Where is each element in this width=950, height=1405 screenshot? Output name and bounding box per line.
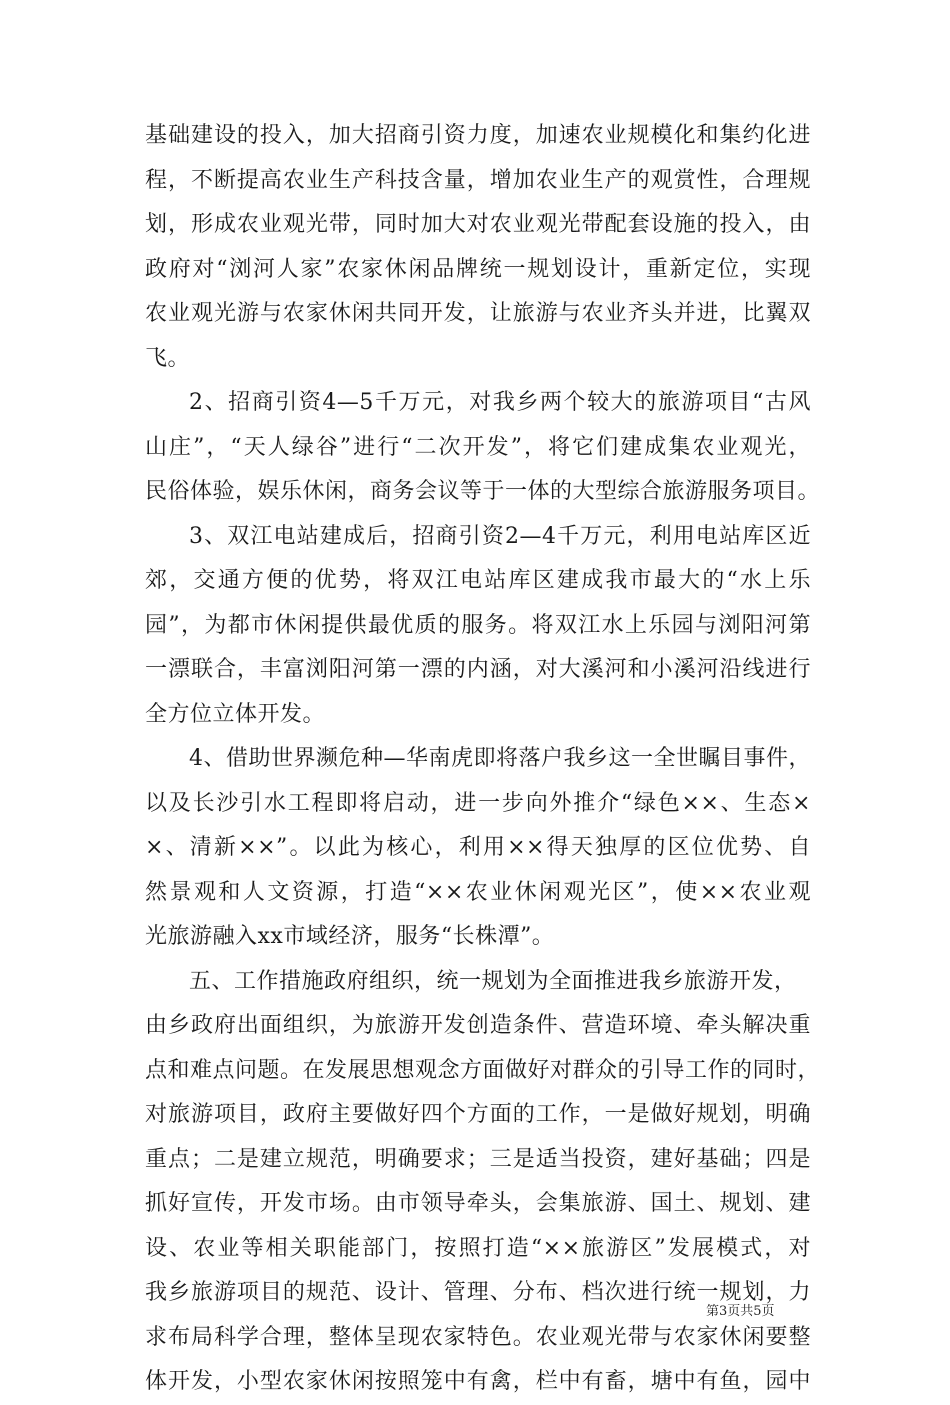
text-line: 一漂联合，丰富浏阳河第一漂的内涵，对大溪河和小溪河沿线进行 xyxy=(145,657,811,682)
text-line: 农业观光游与农家休闲共同开发，让旅游与农业齐头并进，比翼双 xyxy=(145,301,811,326)
text-line: 由乡政府出面组织，为旅游开发创造条件、营造环境、牵头解决重 xyxy=(145,1013,811,1038)
text-line: 基础建设的投入，加大招商引资力度，加速农业规模化和集约化进 xyxy=(145,123,811,148)
text-line: 点和难点问题。在发展思想观念方面做好对群众的引导工作的同时， xyxy=(145,1057,821,1083)
text-line: 我乡旅游项目的规范、设计、管理、分布、档次进行统一规划，力 xyxy=(145,1280,811,1305)
text-line: 3、双江电站建成后，招商引资2—4千万元，利用电站库区近 xyxy=(189,523,811,549)
document-body xyxy=(145,114,821,1405)
text-line: 山庄”，“天人绿谷”进行“二次开发”，将它们建成集农业观光， xyxy=(145,434,811,460)
text-line: 然景观和人文资源，打造“××农业休闲观光区”，使××农业观 xyxy=(145,879,811,905)
text-line: ×、清新××”。以此为核心，利用××得天独厚的区位优势、自 xyxy=(145,835,811,860)
text-line: 设、农业等相关职能部门，按照打造“××旅游区”发展模式，对 xyxy=(145,1235,811,1261)
text-line: 4、借助世界濒危种—华南虎即将落户我乡这一全世瞩目事件， xyxy=(189,746,811,771)
text-line: 对旅游项目，政府主要做好四个方面的工作，一是做好规划，明确 xyxy=(145,1102,811,1127)
text-line: 以及长沙引水工程即将启动，进一步向外推介“绿色××、生态× xyxy=(145,790,811,816)
text-line: 全方位立体开发。 xyxy=(145,701,326,727)
text-line: 政府对“浏河人家”农家休闲品牌统一规划设计，重新定位，实现 xyxy=(145,256,811,282)
text-line: 2、招商引资4—5千万元，对我乡两个较大的旅游项目“古风 xyxy=(189,390,811,415)
text-line: 抓好宣传，开发市场。由市领导牵头，会集旅游、国土、规划、建 xyxy=(145,1191,811,1216)
text-line: 求布局科学合理，整体呈现农家特色。农业观光带与农家休闲要整 xyxy=(145,1324,811,1350)
text-line: 民俗体验，娱乐休闲，商务会议等于一体的大型综合旅游服务项目。 xyxy=(145,479,821,504)
text-line: 光旅游融入xx市域经济，服务“长株潭”。 xyxy=(145,924,555,949)
text-line: 划，形成农业观光带，同时加大对农业观光带配套设施的投入，由 xyxy=(145,212,811,237)
page-number: 第3页共5页 xyxy=(706,1304,775,1319)
text-line: 五、工作措施政府组织，统一规划为全面推进我乡旅游开发， xyxy=(189,968,797,994)
text-line: 园”，为都市休闲提供最优质的服务。将双江水上乐园与浏阳河第 xyxy=(145,612,811,638)
text-line: 程，不断提高农业生产科技含量，增加农业生产的观赏性，合理规 xyxy=(145,167,811,193)
text-line: 飞。 xyxy=(145,345,191,371)
text-line: 郊，交通方便的优势，将双江电站库区建成我市最大的“水上乐 xyxy=(145,568,811,593)
text-line: 重点；二是建立规范，明确要求；三是适当投资，建好基础；四是 xyxy=(145,1146,811,1172)
text-line: 体开发，小型农家休闲按照笼中有禽，栏中有畜，塘中有鱼，园中 xyxy=(145,1369,811,1394)
